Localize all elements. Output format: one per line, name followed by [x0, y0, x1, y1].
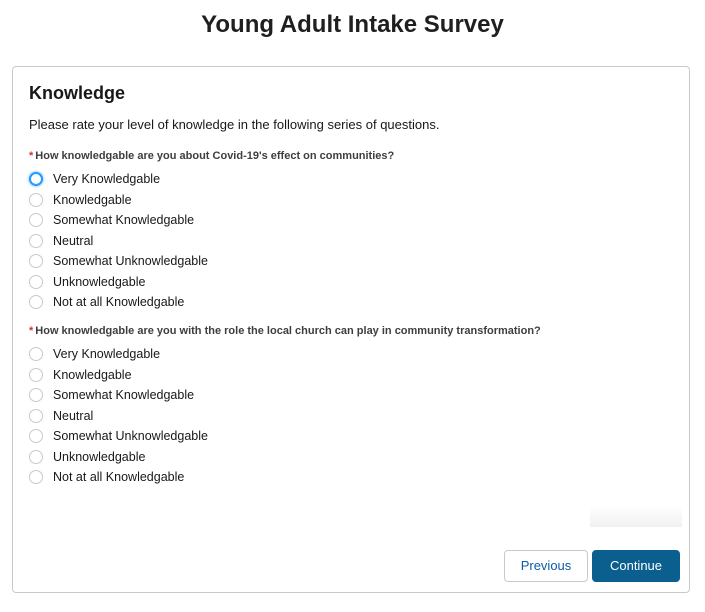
question-text: How knowledgable are you with the role the local church can play in community transformation?	[35, 325, 541, 337]
radio-label: Somewhat Knowledgable	[53, 388, 195, 403]
radio-option[interactable]	[29, 292, 679, 313]
previous-button[interactable]: Previous	[504, 550, 588, 582]
section-intro: Please rate your level of knowledge in the following series of questions.	[29, 117, 440, 132]
radio-group	[29, 169, 679, 313]
radio-option[interactable]	[29, 406, 679, 427]
radio-button[interactable]	[29, 254, 43, 268]
radio-option[interactable]	[29, 210, 679, 231]
radio-label: Knowledgable	[53, 367, 132, 382]
radio-label: Somewhat Unknowledgable	[53, 429, 208, 444]
radio-label: Somewhat Unknowledgable	[53, 254, 208, 269]
radio-option[interactable]	[29, 251, 679, 272]
radio-button[interactable]	[29, 193, 43, 207]
radio-option[interactable]	[29, 385, 679, 406]
radio-option[interactable]	[29, 447, 679, 468]
radio-button[interactable]	[29, 388, 43, 402]
radio-label: Somewhat Knowledgable	[53, 213, 195, 228]
question-label	[29, 149, 679, 164]
radio-button[interactable]	[29, 368, 43, 382]
question-text: How knowledgable are you about Covid-19's effect on communities?	[35, 150, 395, 162]
question-church-role	[29, 324, 679, 488]
radio-button[interactable]	[29, 234, 43, 248]
radio-label: Unknowledgable	[53, 274, 146, 289]
question-label	[29, 324, 679, 339]
page-title: Young Adult Intake Survey	[201, 11, 504, 38]
radio-label: Knowledgable	[53, 192, 132, 207]
radio-label: Not at all Knowledgable	[53, 295, 185, 310]
radio-button[interactable]	[29, 450, 43, 464]
radio-label: Very Knowledgable	[53, 347, 161, 362]
radio-button[interactable]	[29, 470, 43, 484]
radio-button[interactable]	[29, 295, 43, 309]
radio-option[interactable]	[29, 272, 679, 293]
radio-label: Neutral	[53, 233, 94, 248]
radio-option[interactable]	[29, 231, 679, 252]
continue-button[interactable]: Continue	[592, 550, 680, 582]
radio-label: Neutral	[53, 408, 94, 423]
question-covid-knowledge	[29, 149, 679, 313]
radio-option[interactable]	[29, 169, 679, 190]
radio-group	[29, 344, 679, 488]
survey-card	[12, 66, 690, 593]
radio-option[interactable]	[29, 190, 679, 211]
radio-option[interactable]	[29, 365, 679, 386]
radio-button[interactable]	[29, 275, 43, 289]
radio-label: Unknowledgable	[53, 449, 146, 464]
radio-button[interactable]	[29, 172, 43, 186]
radio-button[interactable]	[29, 429, 43, 443]
radio-button[interactable]	[29, 409, 43, 423]
section-title: Knowledge	[29, 83, 126, 103]
radio-button[interactable]	[29, 347, 43, 361]
required-marker: *	[29, 150, 34, 162]
radio-button[interactable]	[29, 213, 43, 227]
radio-option[interactable]	[29, 426, 679, 447]
radio-label: Very Knowledgable	[53, 172, 161, 187]
radio-label: Not at all Knowledgable	[53, 470, 185, 485]
radio-option[interactable]	[29, 467, 679, 488]
footer-divider-shade	[590, 505, 682, 527]
required-marker: *	[29, 325, 34, 337]
radio-option[interactable]	[29, 344, 679, 365]
